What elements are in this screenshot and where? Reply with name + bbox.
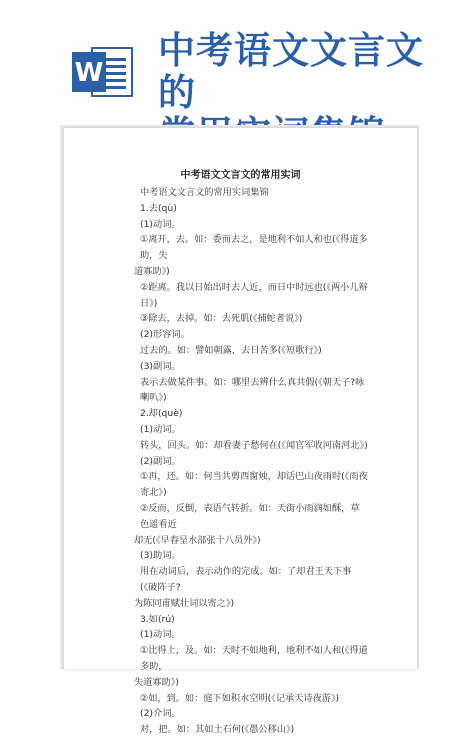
document-line: ①再，还。如：何当共剪西窗烛，却话巴山夜雨时(《雨夜寄北》)	[140, 471, 368, 499]
document-line: 转头，回头。如：却看妻子愁何在(《闻官军收河南河北》)	[140, 439, 368, 451]
document-line: ②反而，反倒，表语气转折。如：天街小雨润如酥，草色遥看近	[140, 502, 360, 530]
document-line: 3.如(rú)	[140, 613, 175, 625]
document-line: (2)形容词。	[140, 329, 190, 341]
document-line: 中考语文文言文的常用实词集锦	[140, 187, 269, 198]
document-line: (3)副词。	[140, 360, 181, 372]
document-line: 2.却(què)	[140, 408, 183, 420]
banner	[0, 0, 474, 118]
document-line: (1)动词。	[140, 629, 181, 641]
document-line: 表示去做某件事。如：哪里去辨什么真共假(《朝天子?咏喇叭》)	[140, 376, 365, 404]
document-body	[134, 185, 368, 738]
document-line: 过去的。如：譬如朝露，去日苦多(《短歌行》)	[140, 344, 322, 356]
document-line: (3)助词。	[140, 550, 181, 562]
document-line: 对，把。如：其如土石何(《愚公移山》)	[140, 724, 295, 736]
document-line: ③除去，去掉。如：去死肌(《捕蛇者说》)	[140, 313, 303, 325]
word-logo-letter: W	[74, 58, 104, 88]
banner-title-line-1: 中考语文文言文的	[158, 29, 424, 114]
document-line: 却无(《早春呈水部张十八员外》)	[134, 534, 261, 546]
word-document-icon	[72, 44, 134, 100]
document-line: ①离开，去。如：委而去之，是地利不如人和也(《得道多助，失	[140, 234, 368, 262]
document-title: 中考语文文言文的常用实词	[180, 170, 301, 181]
document-line: ②如，到。如：庭下如积水空明(《记承天诗夜游》)	[140, 692, 340, 704]
document-line: 失道寡助》)	[134, 676, 179, 688]
document-line: (1)动词。	[140, 218, 181, 230]
document-page	[64, 128, 417, 736]
document-line: 用在动词后，表示动作的完成。如：了却君王天下事(《破阵子?	[140, 566, 352, 593]
document-line: 1.去(qù)	[140, 202, 177, 214]
document-line: 道寡助》)	[134, 265, 170, 277]
document-line: ②距离。我以日始出时去人近，而日中时远也(《两小儿辩日》)	[140, 281, 368, 309]
document-line: (1)动词。	[140, 423, 181, 435]
document-line: 为陈同甫赋壮词以寄之》)	[134, 597, 235, 609]
document-line: ①比得上，及。如：天时不如地利，地利不如人和(《得道多助，	[140, 645, 368, 672]
document-line: (2)副词。	[140, 455, 181, 467]
document-line: (2)介词。	[140, 708, 181, 720]
